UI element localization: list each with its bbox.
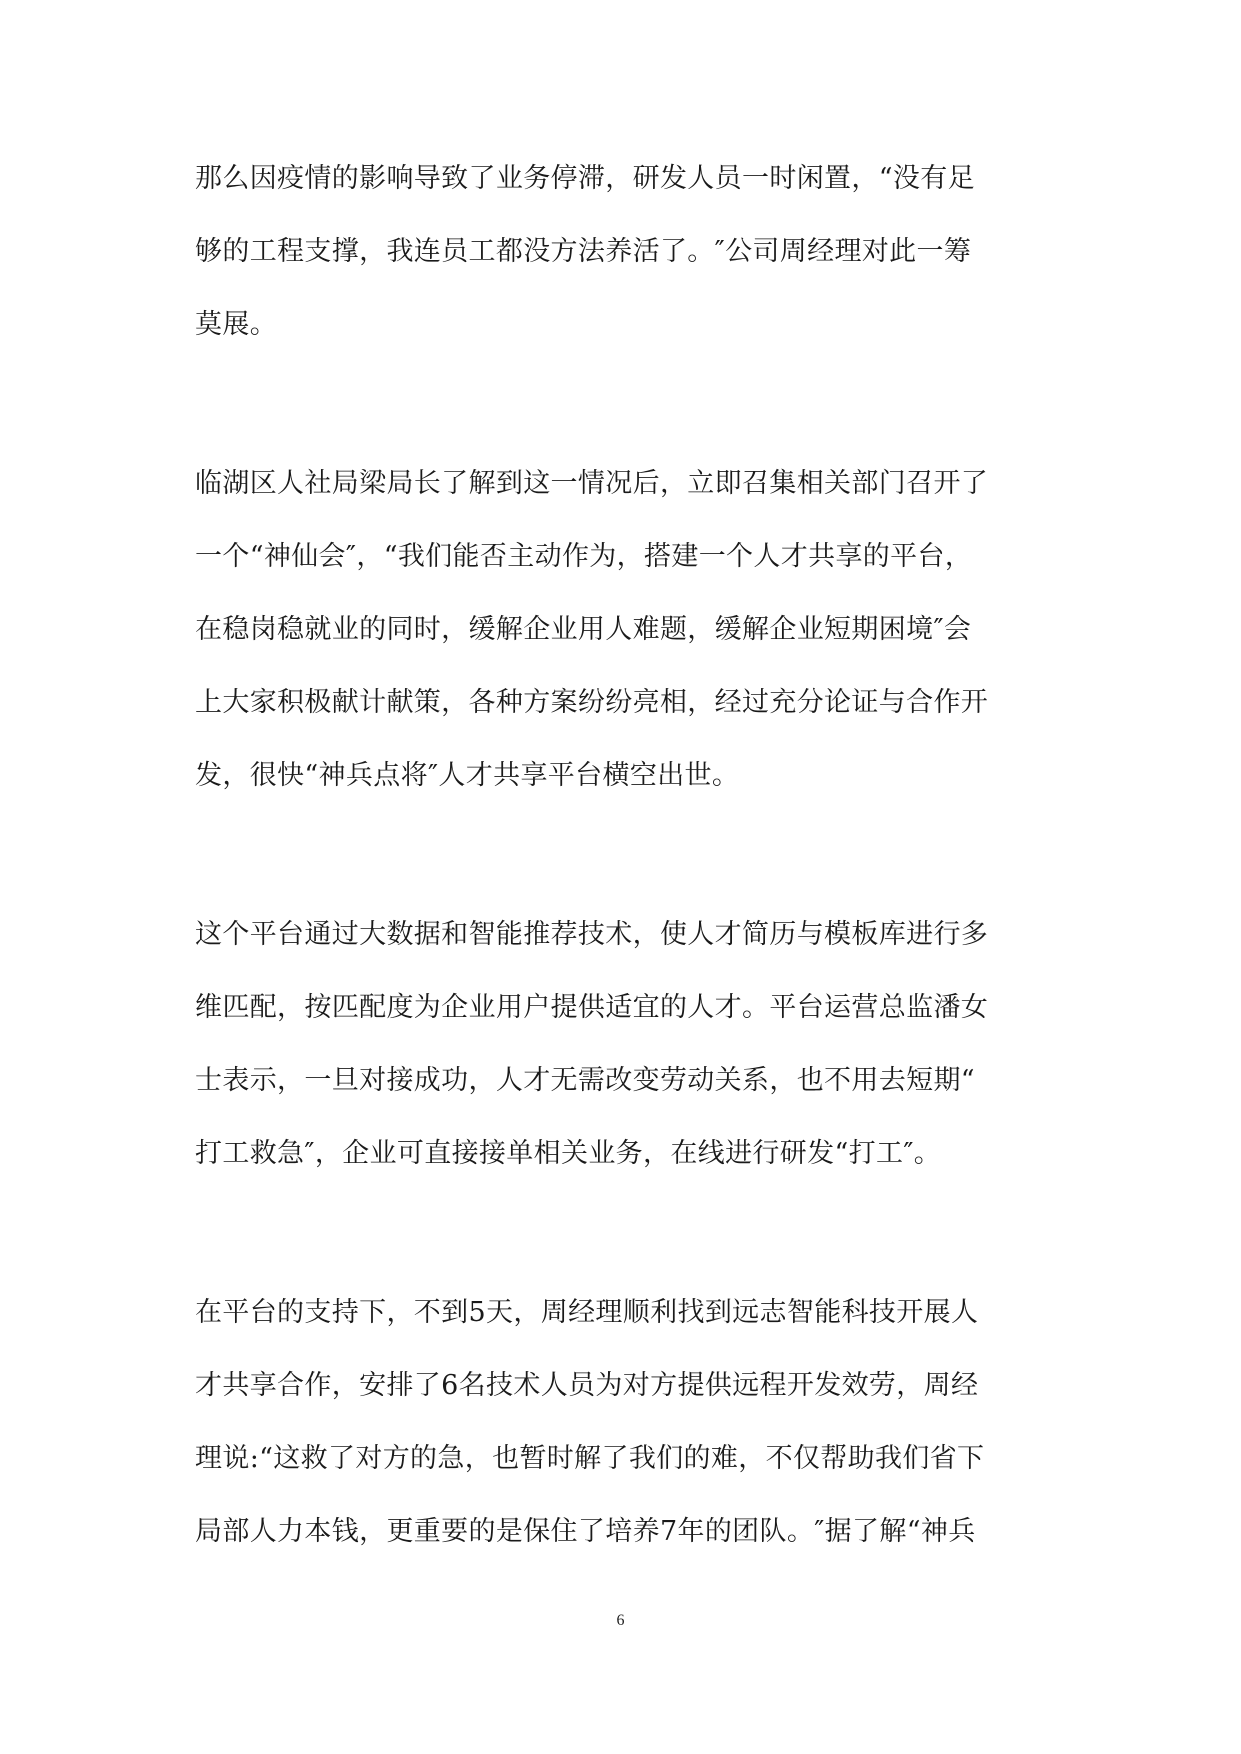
- page-number: 6: [616, 1612, 625, 1629]
- paragraph-line: 那么因疫情的影响导致了业务停滞，研发人员一时闲置，“没有足: [195, 163, 975, 194]
- paragraph-line: 发，很快“神兵点将″人才共享平台横空出世。: [195, 760, 740, 791]
- paragraph-line: 莫展。: [195, 309, 278, 340]
- paragraph-line: 在稳岗稳就业的同时，缓解企业用人难题，缓解企业短期困境″会: [195, 614, 972, 645]
- paragraph-line: 维匹配，按匹配度为企业用户提供适宜的人才。平台运营总监潘女: [195, 992, 989, 1023]
- paragraph-line: 一个“神仙会″，“我们能否主动作为，搭建一个人才共享的平台，: [195, 541, 973, 572]
- paragraph-line: 才共享合作，安排了6名技术人员为对方提供远程开发效劳，周经: [195, 1370, 979, 1401]
- paragraph-line: 上大家积极献计献策，各种方案纷纷亮相，经过充分论证与合作开: [195, 687, 989, 718]
- paragraph-line: 打工救急″，企业可直接接单相关业务，在线进行研发“打工″。: [195, 1138, 942, 1169]
- paragraph-line: 士表示，一旦对接成功，人才无需改变劳动关系，也不用去短期“: [195, 1065, 975, 1096]
- paragraph-line: 这个平台通过大数据和智能推荐技术，使人才简历与模板库进行多: [195, 919, 989, 950]
- paragraph-line: 理说:“这救了对方的急，也暂时解了我们的难，不仅帮助我们省下: [195, 1443, 985, 1474]
- paragraph-line: 局部人力本钱，更重要的是保住了培养7年的团队。″据了解“神兵: [195, 1516, 976, 1547]
- paragraph-line: 临湖区人社局梁局长了解到这一情况后，立即召集相关部门召开了: [195, 468, 989, 499]
- paragraph-line: 在平台的支持下，不到5天，周经理顺利找到远志智能科技开展人: [195, 1297, 979, 1328]
- paragraph-line: 够的工程支撑，我连员工都没方法养活了。″公司周经理对此一筹: [195, 236, 972, 267]
